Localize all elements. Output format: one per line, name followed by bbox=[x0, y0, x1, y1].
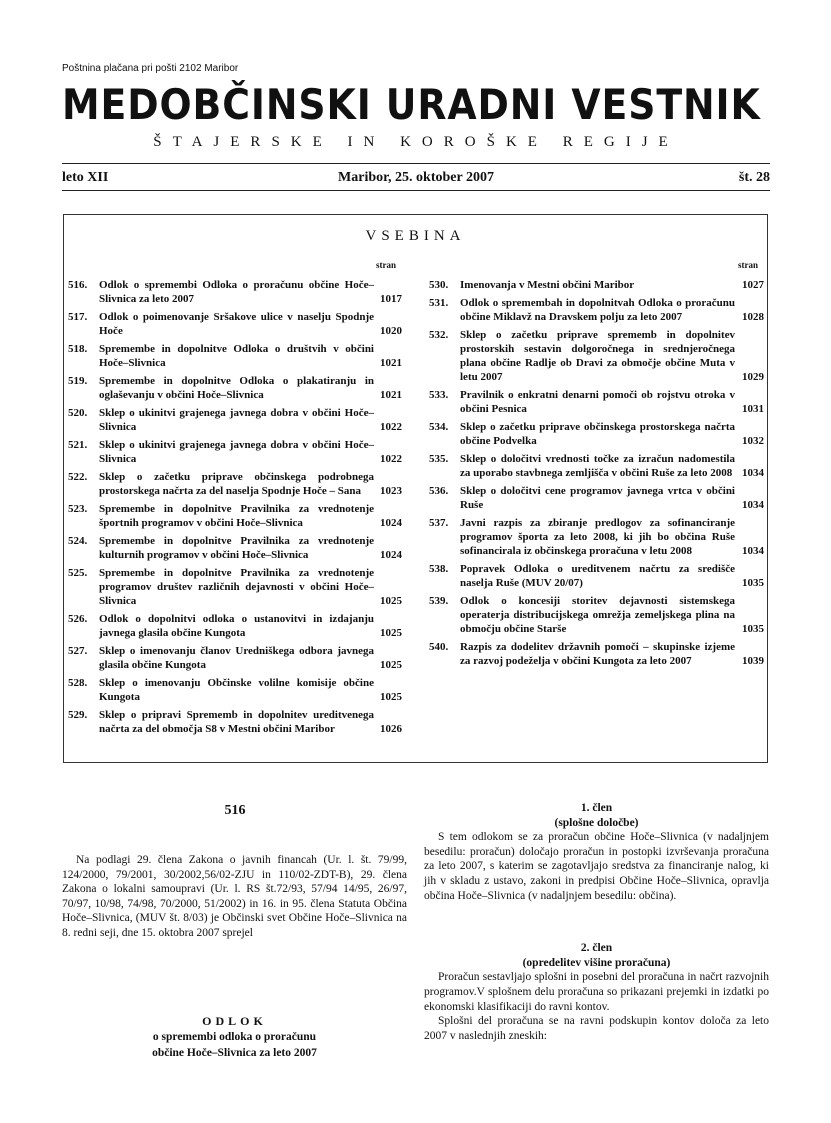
toc-item-page: 1025 bbox=[380, 691, 402, 703]
toc-item-page: 1024 bbox=[380, 549, 402, 561]
toc-item-title: Popravek Odloka o ureditvenem načrtu za središče naselja Ruše (MUV 20/07) bbox=[460, 563, 735, 589]
toc-item-page: 1022 bbox=[380, 453, 402, 465]
toc-item bbox=[429, 296, 764, 324]
toc-item-page: 1035 bbox=[742, 577, 764, 589]
toc-item bbox=[429, 594, 764, 636]
toc-item-page: 1024 bbox=[380, 517, 402, 529]
clen1-heading: 1. člen bbox=[580, 802, 613, 814]
toc-item-page: 1017 bbox=[380, 293, 402, 305]
toc-right-column bbox=[429, 278, 764, 672]
toc-page-label-right: stran bbox=[738, 260, 758, 270]
toc-item bbox=[68, 644, 402, 672]
toc-item-page: 1022 bbox=[380, 421, 402, 433]
toc-item bbox=[68, 612, 402, 640]
toc-item-title: Spremembe in dopolnitve Pravilnika za vrednotenje programov društev različnih dejavnosti v občini Hoče–Slivnica bbox=[99, 567, 374, 607]
toc-item-title: Odlok o spremembah in dopolnitvah Odloka o proračunu občine Miklavž na Dravskem polju za leto 2007 bbox=[460, 297, 735, 323]
issue-date: Maribor, 25. oktober 2007 bbox=[338, 170, 494, 185]
toc-item-number: 527. bbox=[68, 645, 88, 657]
toc-item-number: 532. bbox=[429, 329, 449, 341]
toc-item-page: 1021 bbox=[380, 389, 402, 401]
toc-item-page: 1029 bbox=[742, 371, 764, 383]
toc-item-number: 540. bbox=[429, 641, 449, 653]
article-right-column bbox=[424, 801, 769, 1043]
toc-item-number: 518. bbox=[68, 343, 88, 355]
toc-item-title: Odlok o poimenovanje Sršakove ulice v naselju Spodnje Hoče bbox=[99, 311, 374, 337]
toc-item bbox=[429, 640, 764, 668]
toc-item-page: 1021 bbox=[380, 357, 402, 369]
header-rule-bottom bbox=[62, 190, 770, 191]
clen2-text-1: Proračun sestavljajo splošni in posebni del proračuna in načrt razvojnih programov.V splošnem delu proračuna so prikazani prejemki in izdatki po ekonomski klasifikaciji do ravni kontov. bbox=[424, 971, 769, 1013]
toc-item-page: 1025 bbox=[380, 627, 402, 639]
clen1-text: S tem odlokom se za proračun občine Hoče–Slivnica (v nadaljnjem besedilu: proračun) določajo proračun in postopki izvrševanja proračuna za leto 2007, s katerim se zagotavljajo sredstva za financiranje nalog, ki jih v skladu z ustavo, zakoni in predpisi Občine Hoče–Slivnica, opravlja občina Hoče–Slivnica (v nadaljnjem besedilu: občina). bbox=[424, 831, 769, 902]
toc-title: VSEBINA bbox=[365, 228, 466, 244]
toc-item-title: Javni razpis za zbiranje predlogov za sofinanciranje programov športa za leto 2008, ki jih bo občina Ruše sofinancirala iz občinskega proračuna v letu 2008 bbox=[460, 517, 735, 557]
toc-item-page: 1023 bbox=[380, 485, 402, 497]
toc-item-title: Sklep o imenovanju Občinske volilne komisije občine Kungota bbox=[99, 677, 374, 703]
toc-item-number: 526. bbox=[68, 613, 88, 625]
toc-item bbox=[68, 374, 402, 402]
toc-item-page: 1034 bbox=[742, 499, 764, 511]
toc-item bbox=[68, 708, 402, 736]
toc-item bbox=[429, 562, 764, 590]
toc-item bbox=[68, 310, 402, 338]
postage-note: Poštnina plačana pri pošti 2102 Maribor bbox=[62, 63, 239, 74]
toc-item-number: 516. bbox=[68, 279, 88, 291]
doc-title-line-1: o spremembi odloka o proračunu bbox=[152, 1031, 317, 1043]
toc-item-page: 1034 bbox=[742, 467, 764, 479]
toc-item-number: 523. bbox=[68, 503, 88, 515]
toc-item bbox=[68, 406, 402, 434]
toc-item-number: 524. bbox=[68, 535, 88, 547]
toc-item bbox=[68, 566, 402, 608]
toc-item-title: Sklep o pripravi Sprememb in dopolnitev ureditvenega načrta za del območja S8 v Mestni občini Maribor bbox=[99, 709, 374, 735]
issue-year: leto XII bbox=[62, 170, 109, 185]
toc-item bbox=[68, 470, 402, 498]
toc-item-page: 1028 bbox=[742, 311, 764, 323]
toc-item bbox=[68, 676, 402, 704]
toc-item bbox=[68, 278, 402, 306]
toc-item-number: 530. bbox=[429, 279, 449, 291]
header-rule-top bbox=[62, 163, 770, 164]
toc-item-number: 528. bbox=[68, 677, 88, 689]
toc-item-title: Razpis za dodelitev državnih pomoči – skupinske izjeme za razvoj podeželja v občini Kungota za leto 2007 bbox=[460, 641, 735, 667]
toc-item-page: 1031 bbox=[742, 403, 764, 415]
toc-item bbox=[429, 328, 764, 384]
toc-item-title: Odlok o spremembi Odloka o proračunu občine Hoče–Slivnica za leto 2007 bbox=[99, 279, 374, 305]
toc-item-page: 1027 bbox=[742, 279, 764, 291]
toc-item-number: 539. bbox=[429, 595, 449, 607]
toc-item-number: 536. bbox=[429, 485, 449, 497]
toc-item-number: 537. bbox=[429, 517, 449, 529]
toc-item-page: 1025 bbox=[380, 595, 402, 607]
masthead-title: MEDOBČINSKI URADNI VESTNIK bbox=[62, 80, 761, 129]
toc-item-page: 1032 bbox=[742, 435, 764, 447]
toc-item-number: 531. bbox=[429, 297, 449, 309]
toc-item-title: Sklep o določitvi cene programov javnega vrtca v občini Ruše bbox=[460, 485, 735, 511]
clen2-subheading: (opredelitev višine proračuna) bbox=[522, 956, 671, 969]
toc-item bbox=[429, 420, 764, 448]
issue-number: št. 28 bbox=[738, 170, 770, 185]
toc-item-title: Sklep o začetku priprave sprememb in dopolnitev prostorskih sestavin dolgoročnega in srednjeročnega plana občine Radlje ob Dravi za območje občine Muta v letu 2007 bbox=[460, 329, 735, 383]
toc-item bbox=[429, 452, 764, 480]
toc-item-title: Sklep o imenovanju članov Uredniškega odbora javnega glasila občine Kungota bbox=[99, 645, 374, 671]
toc-item-title: Spremembe in dopolnitve Odloka o društvih v občini Hoče–Slivnica bbox=[99, 343, 374, 369]
toc-item-page: 1020 bbox=[380, 325, 402, 337]
toc-item-title: Sklep o ukinitvi grajenega javnega dobra v občini Hoče–Slivnica bbox=[99, 439, 374, 465]
toc-item-title: Sklep o ukinitvi grajenega javnega dobra v občini Hoče–Slivnica bbox=[99, 407, 374, 433]
article-preamble bbox=[62, 853, 407, 941]
toc-item-title: Spremembe in dopolnitve Pravilnika za vrednotenje kulturnih programov v občini Hoče–Slivnica bbox=[99, 535, 374, 561]
toc-item-title: Spremembe in dopolnitve Odloka o plakatiranju in oglaševanju v občini Hoče–Slivnica bbox=[99, 375, 374, 401]
doc-title-line-2: občine Hoče–Slivnica za leto 2007 bbox=[152, 1047, 317, 1059]
toc-item-title: Sklep o začetku priprave občinskega podrobnega prostorskega načrta za del naselja Spodnje Hoče – Sana bbox=[99, 471, 374, 497]
toc-item-number: 529. bbox=[68, 709, 88, 721]
toc-item-number: 525. bbox=[68, 567, 88, 579]
toc-item-title: Odlok o dopolnitvi odloka o ustanovitvi in izdajanju javnega glasila občine Kungota bbox=[99, 613, 374, 639]
toc-item-number: 533. bbox=[429, 389, 449, 401]
toc-item-title: Odlok o koncesiji storitev dejavnosti sistemskega operaterja distribucijskega omrežja zemeljskega plina na območju občine Starše bbox=[460, 595, 735, 635]
toc-item-title: Imenovanja v Mestni občini Maribor bbox=[460, 279, 635, 291]
toc-item-number: 534. bbox=[429, 421, 449, 433]
toc-item bbox=[429, 516, 764, 558]
doc-type: ODLOK bbox=[202, 1014, 267, 1028]
toc-item-number: 517. bbox=[68, 311, 88, 323]
toc-item-number: 519. bbox=[68, 375, 88, 387]
toc-item-page: 1034 bbox=[742, 545, 764, 557]
toc-item-number: 520. bbox=[68, 407, 88, 419]
toc-item bbox=[429, 484, 764, 512]
toc-item-number: 521. bbox=[68, 439, 88, 451]
toc-item-page: 1025 bbox=[380, 659, 402, 671]
toc-item-title: Sklep o začetku priprave občinskega prostorskega načrta občine Podvelka bbox=[460, 421, 735, 447]
toc-item-title: Sklep o določitvi vrednosti točke za izračun nadomestila za uporabo stavbnega zemljišča v občini Ruše za leto 2008 bbox=[460, 453, 735, 479]
clen2-text-2: Splošni del proračuna se na ravni podskupin kontov določa za leto 2007 v naslednjih zneskih: bbox=[424, 1015, 769, 1042]
toc-item-page: 1039 bbox=[742, 655, 764, 667]
toc-left-column bbox=[68, 278, 402, 740]
clen1-subheading: (splošne določbe) bbox=[554, 816, 639, 829]
toc-item bbox=[68, 534, 402, 562]
toc-item-title: Spremembe in dopolnitve Pravilnika za vrednotenje športnih programov v občini Hoče–Slivnica bbox=[99, 503, 374, 529]
toc-item-number: 535. bbox=[429, 453, 449, 465]
toc-item bbox=[429, 278, 764, 292]
toc-item bbox=[68, 502, 402, 530]
toc-page-label-left: stran bbox=[376, 260, 396, 270]
toc-item-page: 1035 bbox=[742, 623, 764, 635]
masthead-subtitle: ŠTAJERSKE IN KOROŠKE REGIJE bbox=[153, 134, 679, 150]
toc-item bbox=[68, 438, 402, 466]
toc-item-page: 1026 bbox=[380, 723, 402, 735]
toc-item bbox=[68, 342, 402, 370]
toc-item-number: 538. bbox=[429, 563, 449, 575]
toc-item bbox=[429, 388, 764, 416]
clen2-heading: 2. člen bbox=[580, 942, 613, 955]
toc-item-number: 522. bbox=[68, 471, 88, 483]
article-number: 516 bbox=[224, 803, 246, 818]
toc-item-title: Pravilnik o enkratni denarni pomoči ob rojstvu otroka v občini Pesnica bbox=[460, 389, 735, 415]
preamble-text: Na podlagi 29. člena Zakona o javnih financah (Ur. l. št. 79/99, 124/2000, 79/2001, 30/2002,56/02-ZJU in 110/02-ZDT-B), 29. člena Zakona o lokalni samoupravi (Ur. l. RS št.72/93, 57/94 14/95, 26/97, 70/97, 10/98, 74/98, 70/2000, 51/2002) in 16. in 95. člena Statuta Občina Hoče–Slivnica, (MUV št. 8/03) je Občinski svet Občine Hoče–Slivnica na 8. redni seji, dne 15. oktobra 2007 sprejel bbox=[62, 854, 407, 939]
